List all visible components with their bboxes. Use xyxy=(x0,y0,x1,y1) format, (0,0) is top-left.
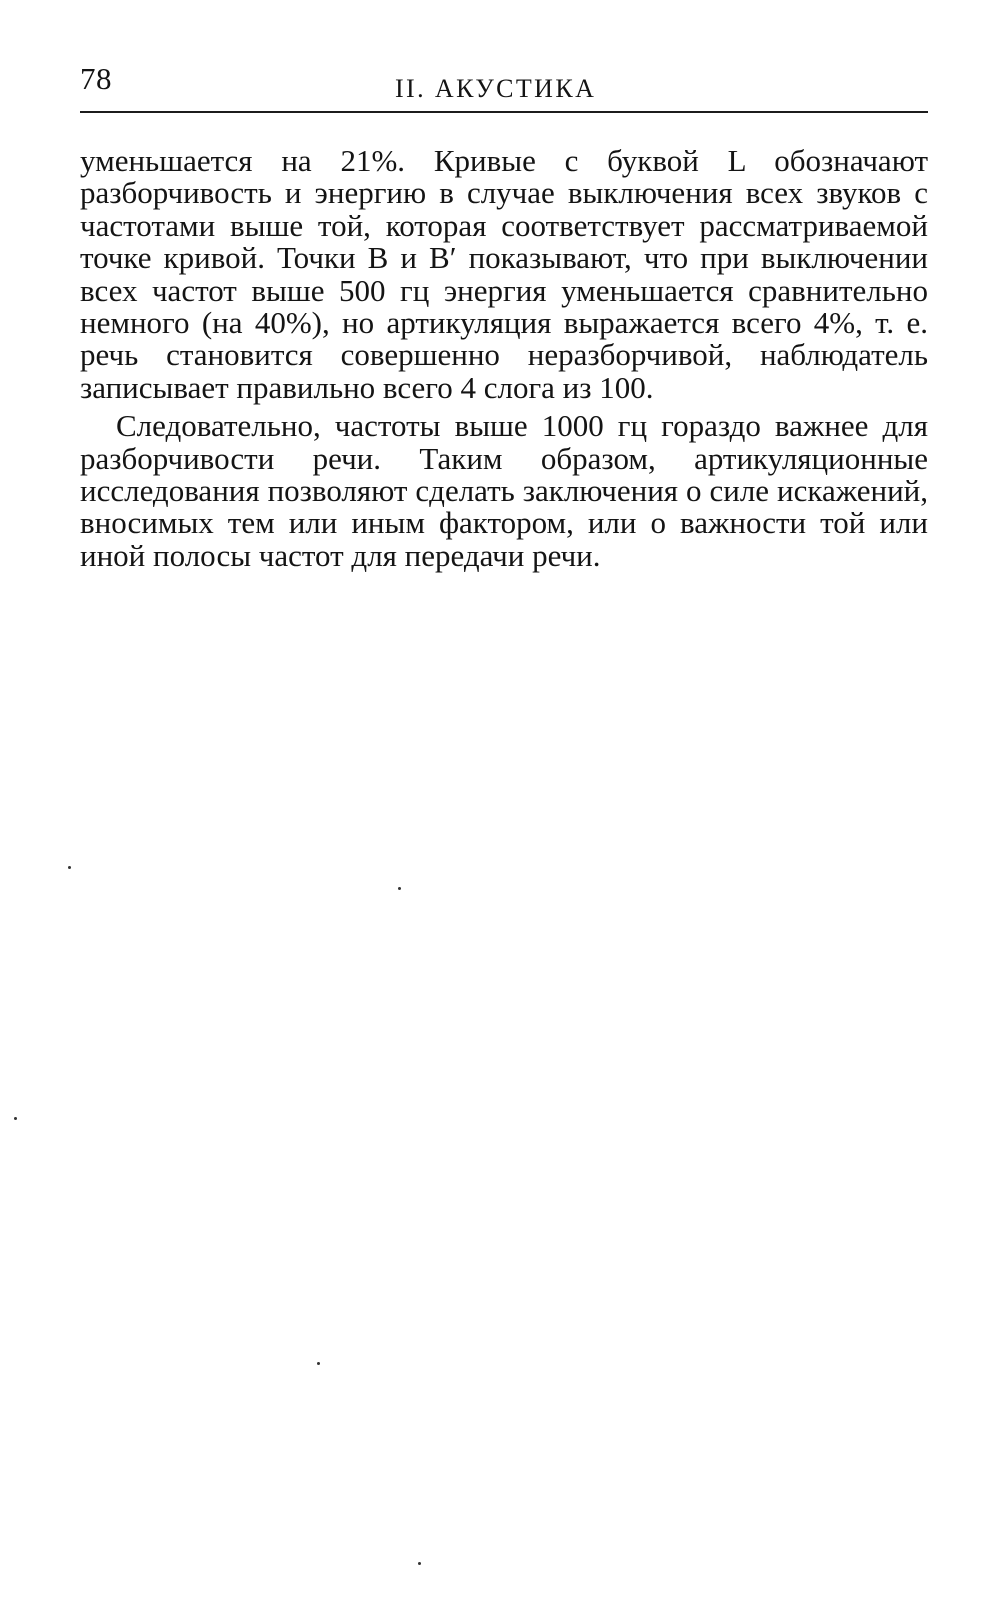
header-rule xyxy=(80,111,928,113)
scan-speck xyxy=(398,887,401,890)
body-text xyxy=(80,145,928,572)
paragraph-1: уменьшается на 21%. Кривые с буквой L обозначают разборчивость и энергию в случае выключения всех звуков с частотами выше той, которая соответствует рассматриваемой точке кривой. Точки B и B′ показывают, что при выключении всех частот выше 500 гц энергия уменьшается сравнительно немного (на 40%), но артикуляция выражается всего 4%, т. е. речь становится совершенно неразборчивой, наблюдатель записывает правильно всего 4 слога из 100. xyxy=(80,143,928,405)
paragraph-2: Следовательно, частоты выше 1000 гц гораздо важнее для разборчивости речи. Таким образом, артикуляционные исследования позволяют сделать заключения о силе искажений, вносимых тем или иным фактором, или о важности той или иной полосы частот для передачи речи. xyxy=(80,408,928,573)
scan-speck xyxy=(418,1562,421,1565)
scan-speck xyxy=(14,1117,17,1120)
scan-speck xyxy=(317,1362,320,1365)
page-number: 78 xyxy=(80,61,112,96)
running-head: II. АКУСТИКА xyxy=(395,74,597,103)
scan-speck xyxy=(68,866,71,869)
